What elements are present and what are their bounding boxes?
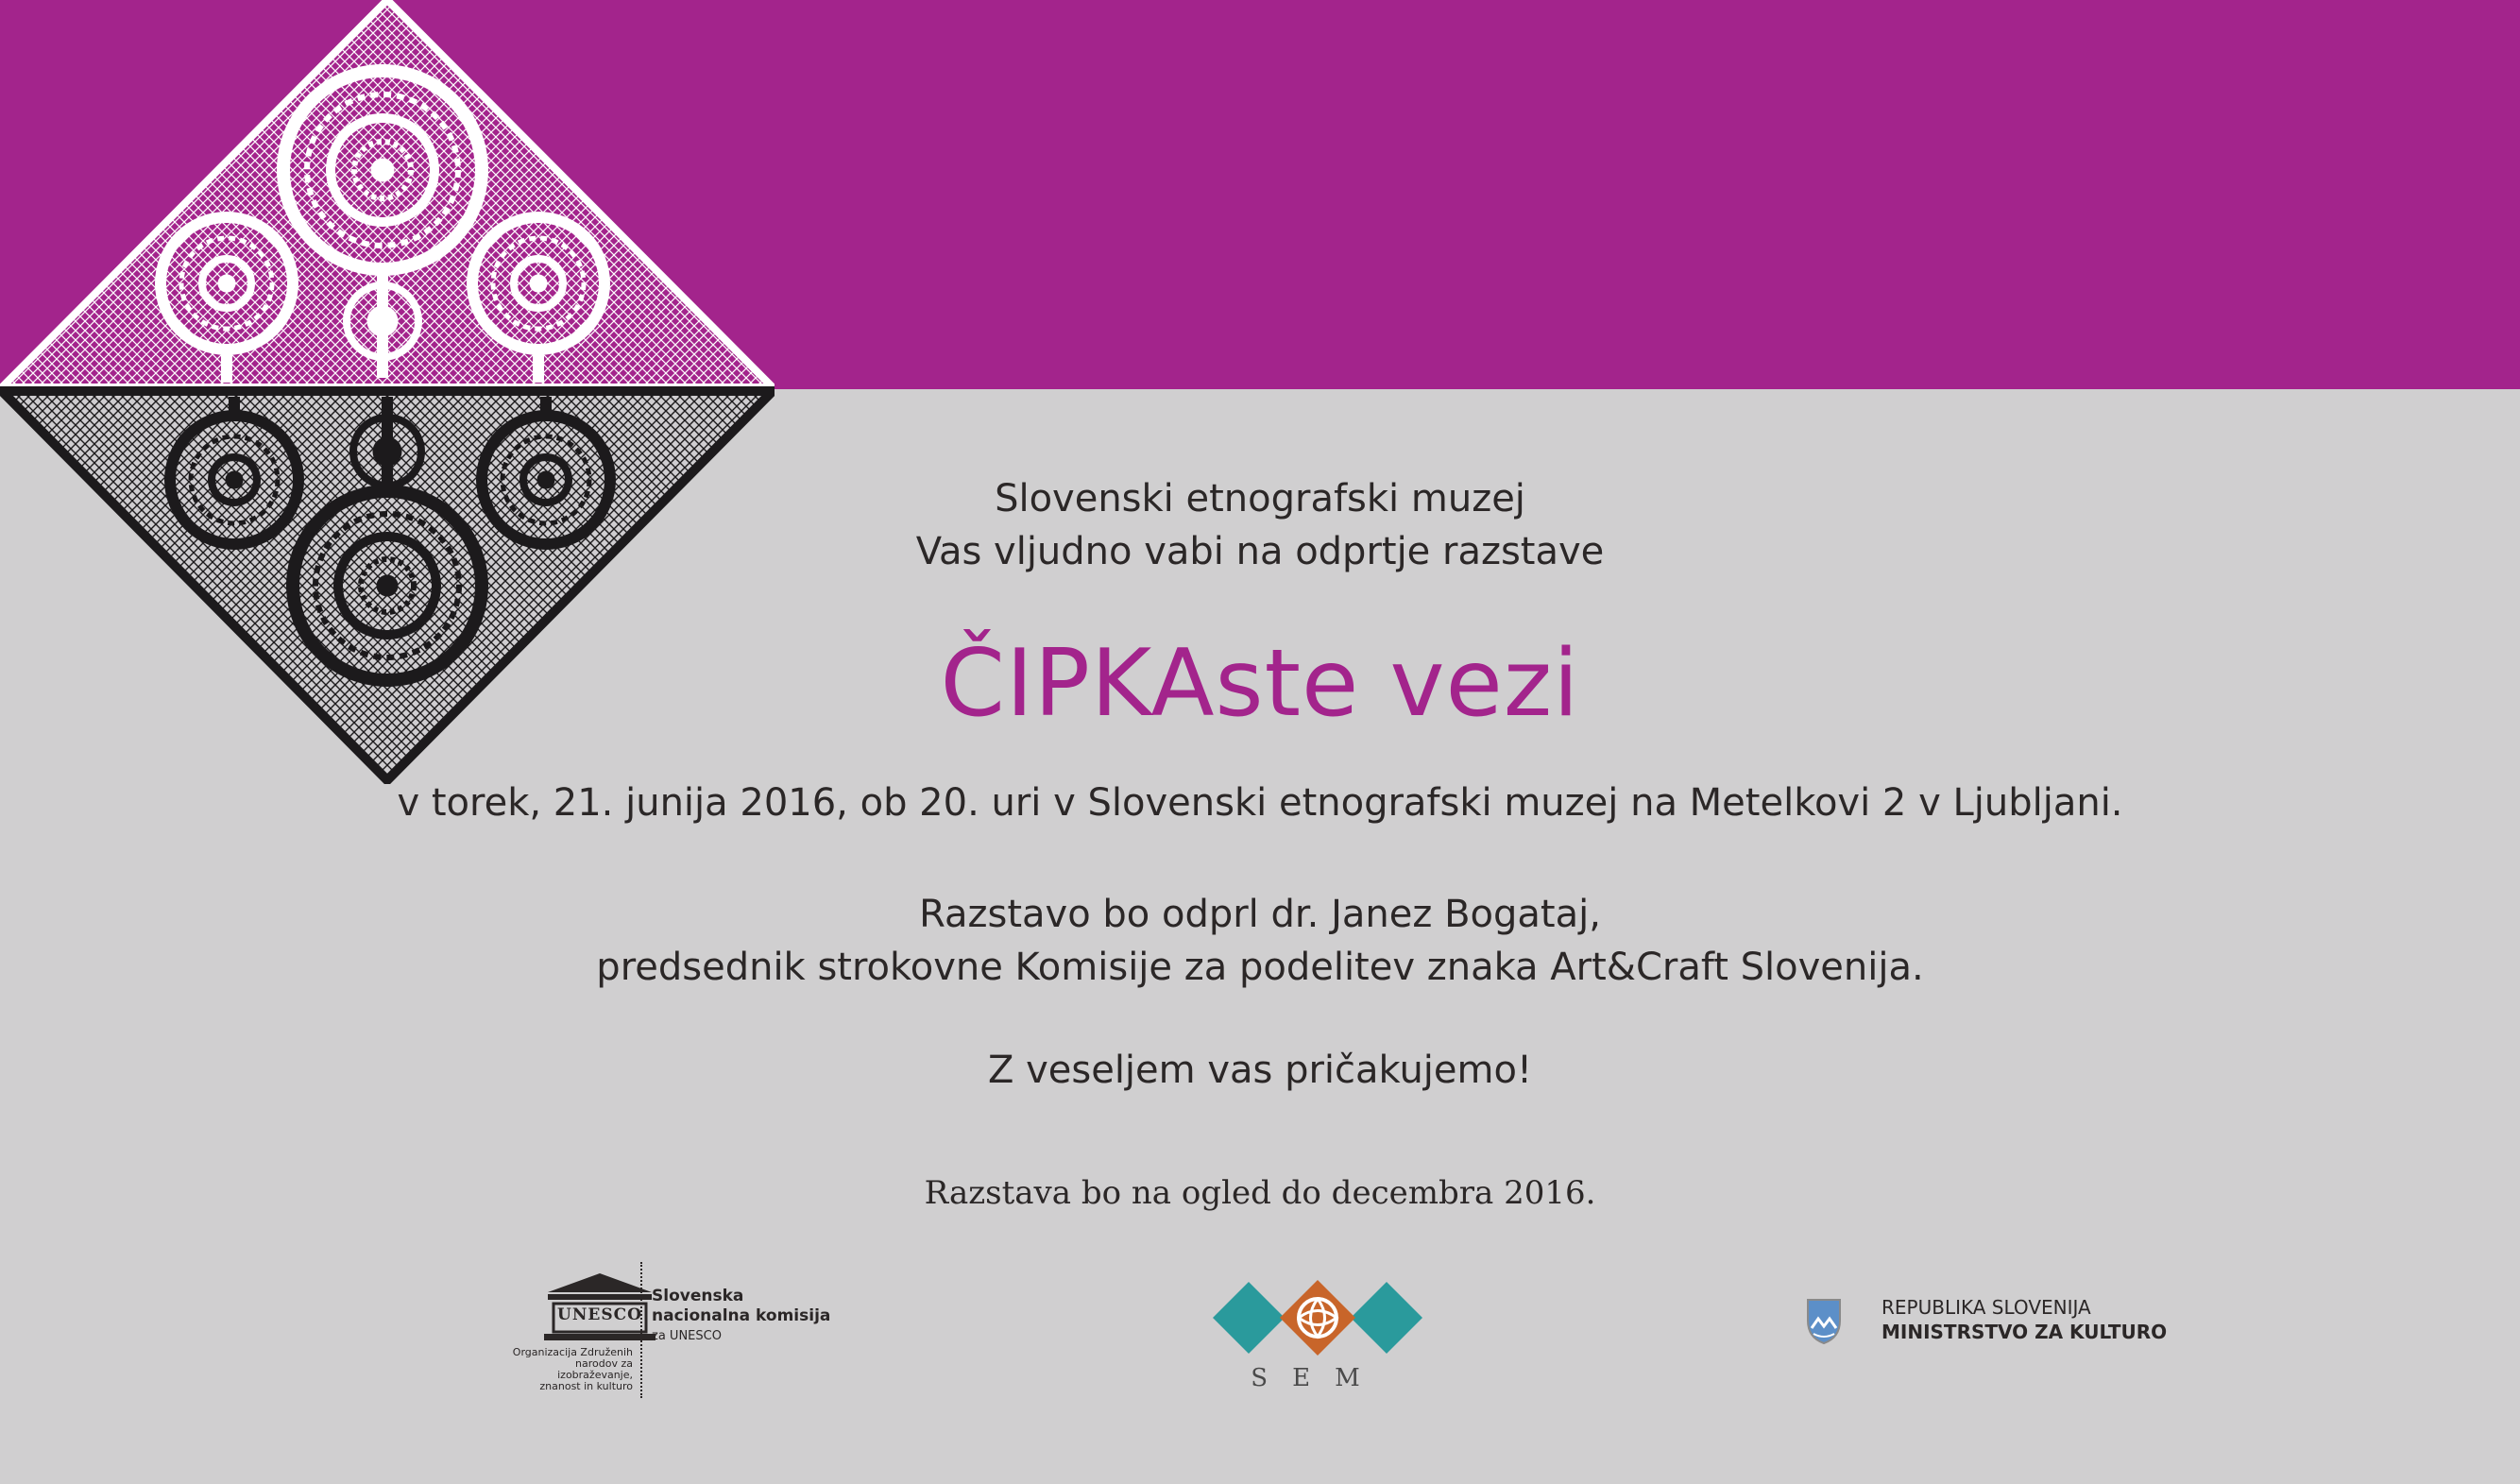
opening-speaker (0, 888, 2520, 994)
invitation-line: Vas vljudno vabi na odprtje razstave (915, 530, 1605, 573)
unesco-commission (652, 1287, 830, 1346)
ministry-line-1: REPUBLIKA SLOVENIJA (1881, 1296, 2091, 1319)
caption-line: znanost in kulturo (539, 1380, 633, 1392)
commission-line: Slovenska (652, 1287, 744, 1305)
opener-line-1: Razstavo bo odprl dr. Janez Bogataj, (919, 893, 1601, 936)
exhibition-title: ČIPKAste vezi (940, 630, 1580, 738)
slovenia-coat-of-arms-icon (1804, 1296, 1844, 1345)
unesco-wordmark: UNESCO (557, 1305, 642, 1324)
sem-letters: SEM (1251, 1364, 1385, 1392)
unesco-logo (501, 1256, 850, 1398)
unesco-caption (501, 1347, 633, 1392)
commission-line: nacionalna komisija (652, 1306, 831, 1325)
sem-logo (1209, 1277, 1426, 1395)
greeting: Z veseljem vas pričakujemo! (987, 1049, 1533, 1092)
commission-sub: za UNESCO (652, 1329, 722, 1343)
museum-name: Slovenski etnografski muzej (995, 477, 1525, 520)
sem-diamonds-icon (1209, 1277, 1426, 1362)
caption-line: narodov za izobraževanje, (557, 1357, 633, 1381)
unesco-divider (640, 1262, 642, 1398)
event-details: v torek, 21. junija 2016, ob 20. uri v Slovenski etnografski muzej na Metelkovi 2 v Ljubljani. (397, 781, 2123, 825)
caption-line: Organizacija Združenih (512, 1346, 633, 1358)
exhibition-duration-note: Razstava bo na ogled do decembra 2016. (924, 1174, 1596, 1212)
opener-line-2: predsednik strokovne Komisije za podelitev znaka Art&Craft Slovenija. (596, 946, 1924, 989)
intro-text (0, 472, 2520, 578)
ministry-of-culture-logo (1804, 1294, 2182, 1351)
ministry-line-2: MINISTRSTVO ZA KULTURO (1881, 1321, 2168, 1343)
